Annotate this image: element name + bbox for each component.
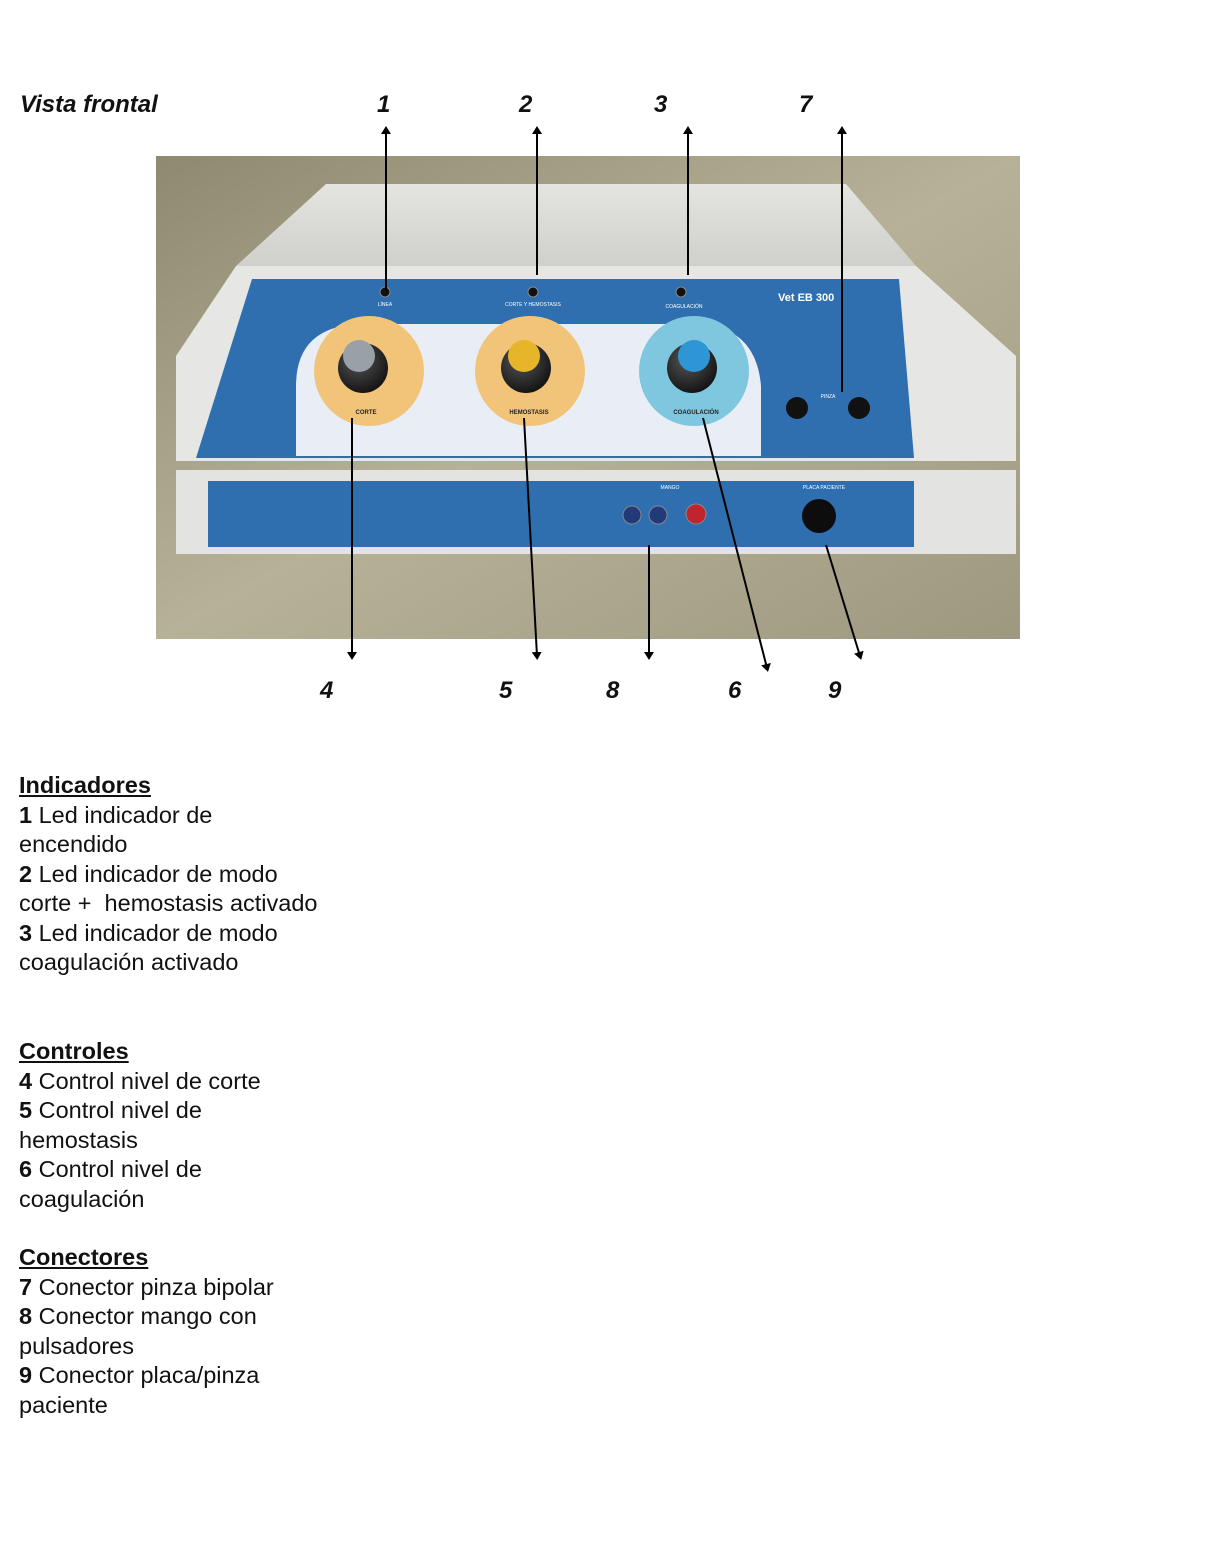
led-label-corte-hemostasis: CORTE Y HEMOSTASIS [505, 302, 561, 308]
callout-number-8: 8 [606, 677, 620, 704]
knob-label-coagulacion: COAGULACIÓN [673, 410, 719, 416]
callout-number-9: 9 [828, 677, 842, 704]
callout-number-5: 5 [499, 677, 513, 704]
legend-item: 5 Control nivel de hemostasis [19, 1097, 202, 1153]
model-name: Vet EB 300 [778, 292, 835, 304]
legend-controles [19, 1037, 319, 1214]
callout-number-1: 1 [377, 91, 391, 118]
legend-item: 6 Control nivel de coagulación [19, 1156, 202, 1212]
callout-number-7: 7 [799, 91, 813, 118]
mango-label: MANGO [660, 485, 680, 491]
pinza-label: PINZA [820, 394, 836, 400]
callout-number-3: 3 [654, 91, 668, 118]
legend-item: 3 Led indicador de modo coagulación activado [19, 919, 278, 975]
legend-item: 2 Led indicador de modo corte + hemostasis activado [19, 860, 318, 916]
legend-item: 4 Control nivel de corte [19, 1067, 261, 1094]
placa-label: PLACA PACIENTE [802, 485, 846, 491]
arrow-6 [703, 418, 767, 668]
page-title: Vista frontal [20, 91, 158, 118]
legend-item: 7 Conector pinza bipolar [19, 1273, 274, 1300]
knob-label-hemostasis: HEMOSTASIS [509, 410, 549, 416]
callout-number-4: 4 [320, 677, 334, 704]
led-label-coagulacion: COAGULACIÓN [665, 304, 703, 310]
arrow-5 [524, 418, 537, 656]
callout-number-2: 2 [519, 91, 533, 118]
arrow-9 [826, 545, 860, 656]
legend-item: 9 Conector placa/pinza paciente [19, 1362, 260, 1418]
section-heading: Controles [19, 1038, 129, 1064]
legend-item: 8 Conector mango con pulsadores [19, 1303, 257, 1359]
section-heading: Indicadores [19, 772, 151, 798]
legend-indicadores [19, 771, 319, 978]
led-label-linea: LÍNEA [377, 302, 393, 308]
section-heading: Conectores [19, 1244, 149, 1270]
legend-item: 1 Led indicador de encendido [19, 801, 213, 857]
legend-conectores [19, 1243, 319, 1420]
knob-label-corte: CORTE [355, 410, 377, 416]
callout-number-6: 6 [728, 677, 742, 704]
